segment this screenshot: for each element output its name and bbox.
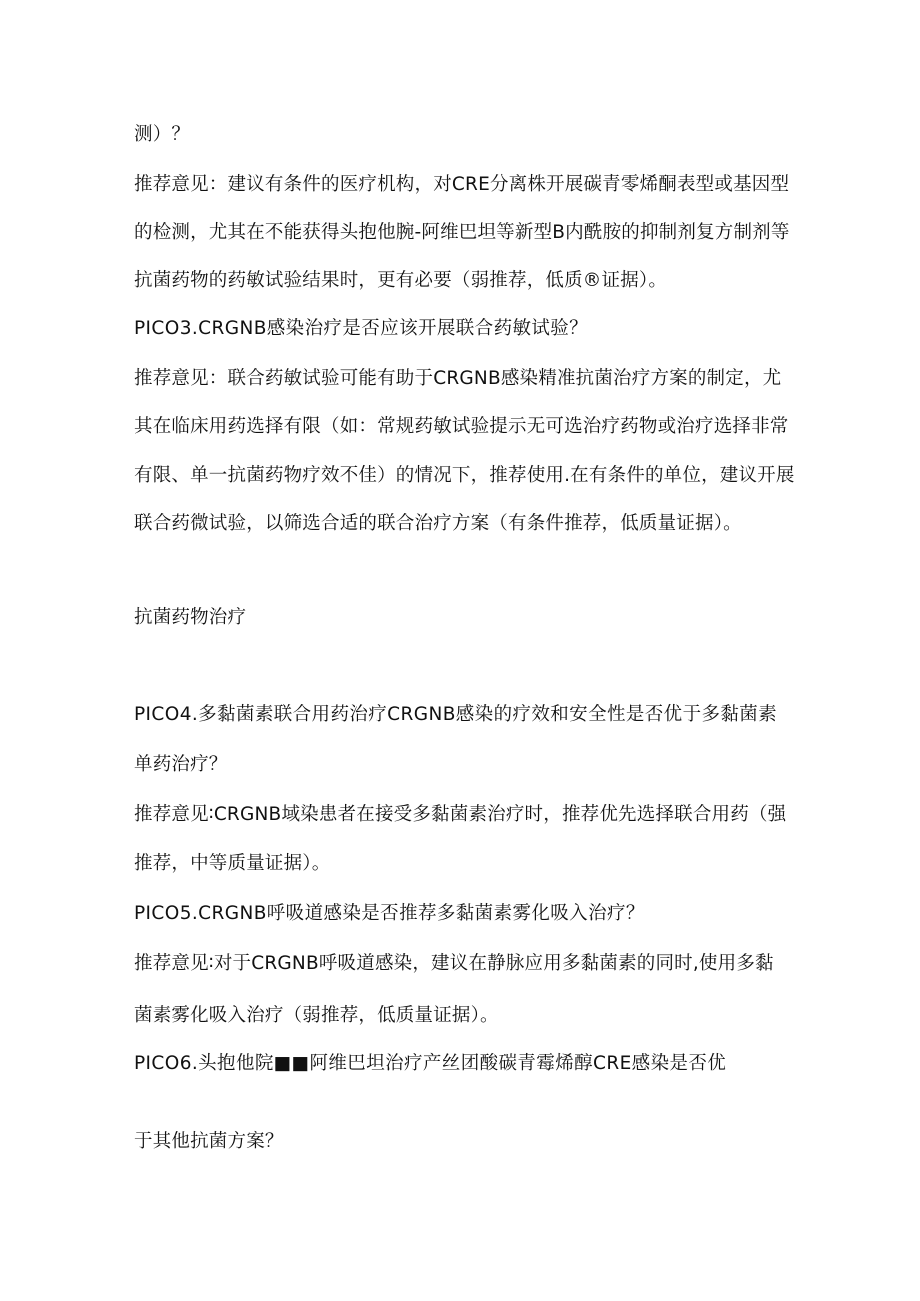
pico-question: PICO5.CRGNB呼吸道感染是否推荐多黏菌素雾化吸入治疗？ xyxy=(134,903,645,924)
recommendation-paragraph-line: 推荐，中等质量证据）。 xyxy=(134,853,331,874)
pico-question: PICO3.CRGNB感染治疗是否应该开展联合药敏试验？ xyxy=(134,318,589,339)
recommendation-paragraph-line: 推荐意见：建议有条件的医疗机构，对CRE分离株开展碳青零烯酮表型或基因型 xyxy=(134,174,790,195)
pico-question: PICO4.多黏菌素联合用药治疗CRGNB感染的疗效和安全性是否优于多黏菌素 xyxy=(134,704,778,725)
pico-question-continuation: 单药治疗？ xyxy=(134,754,228,775)
recommendation-paragraph-line: 推荐意见：联合药敏试验可能有助于CRGNB感染精准抗菌治疗方案的制定，尤 xyxy=(134,368,782,389)
text-line: 测）？ xyxy=(134,124,191,145)
pico-question: PICO6.头抱他院■■阿维巴坦治疗产丝团酸碳青霉烯醇CRE感染是否优 xyxy=(134,1053,727,1074)
recommendation-paragraph-line: 的检测，尤其在不能获得头抱他腕-阿维巴坦等新型B内酰胺的抑制剂复方制剂等 xyxy=(134,222,790,243)
section-heading: 抗菌药物治疗 xyxy=(134,607,247,628)
recommendation-paragraph-line: 联合药微试验，以筛选合适的联合治疗方案（有条件推荐，低质量证据）。 xyxy=(134,513,742,534)
recommendation-paragraph-line: 抗菌药物的药敏试验结果时，更有必要（弱推荐，低质®证据）。 xyxy=(134,270,668,291)
recommendation-paragraph-line: 推荐意见∶对于CRGNB呼吸道感染，建议在静脉应用多黏菌素的同时,使用多黏 xyxy=(134,953,774,974)
recommendation-paragraph-line: 有限、单一抗菌药物疗效不佳）的情况下，推荐使用.在有条件的单位，建议开展 xyxy=(134,465,795,486)
recommendation-paragraph-line: 菌素雾化吸入治疗（弱推荐，低质量证据）。 xyxy=(134,1005,499,1026)
recommendation-paragraph-line: 其在临床用药选择有限（如：常规药敏试验提示无可选治疗药物或治疗选择非常 xyxy=(134,416,789,437)
pico-question-continuation: 于其他抗菌方案？ xyxy=(134,1131,284,1152)
recommendation-paragraph-line: 推荐意见∶CRGNB域染患者在接受多黏菌素治疗时，推荐优先选择联合用药（强 xyxy=(134,804,787,825)
